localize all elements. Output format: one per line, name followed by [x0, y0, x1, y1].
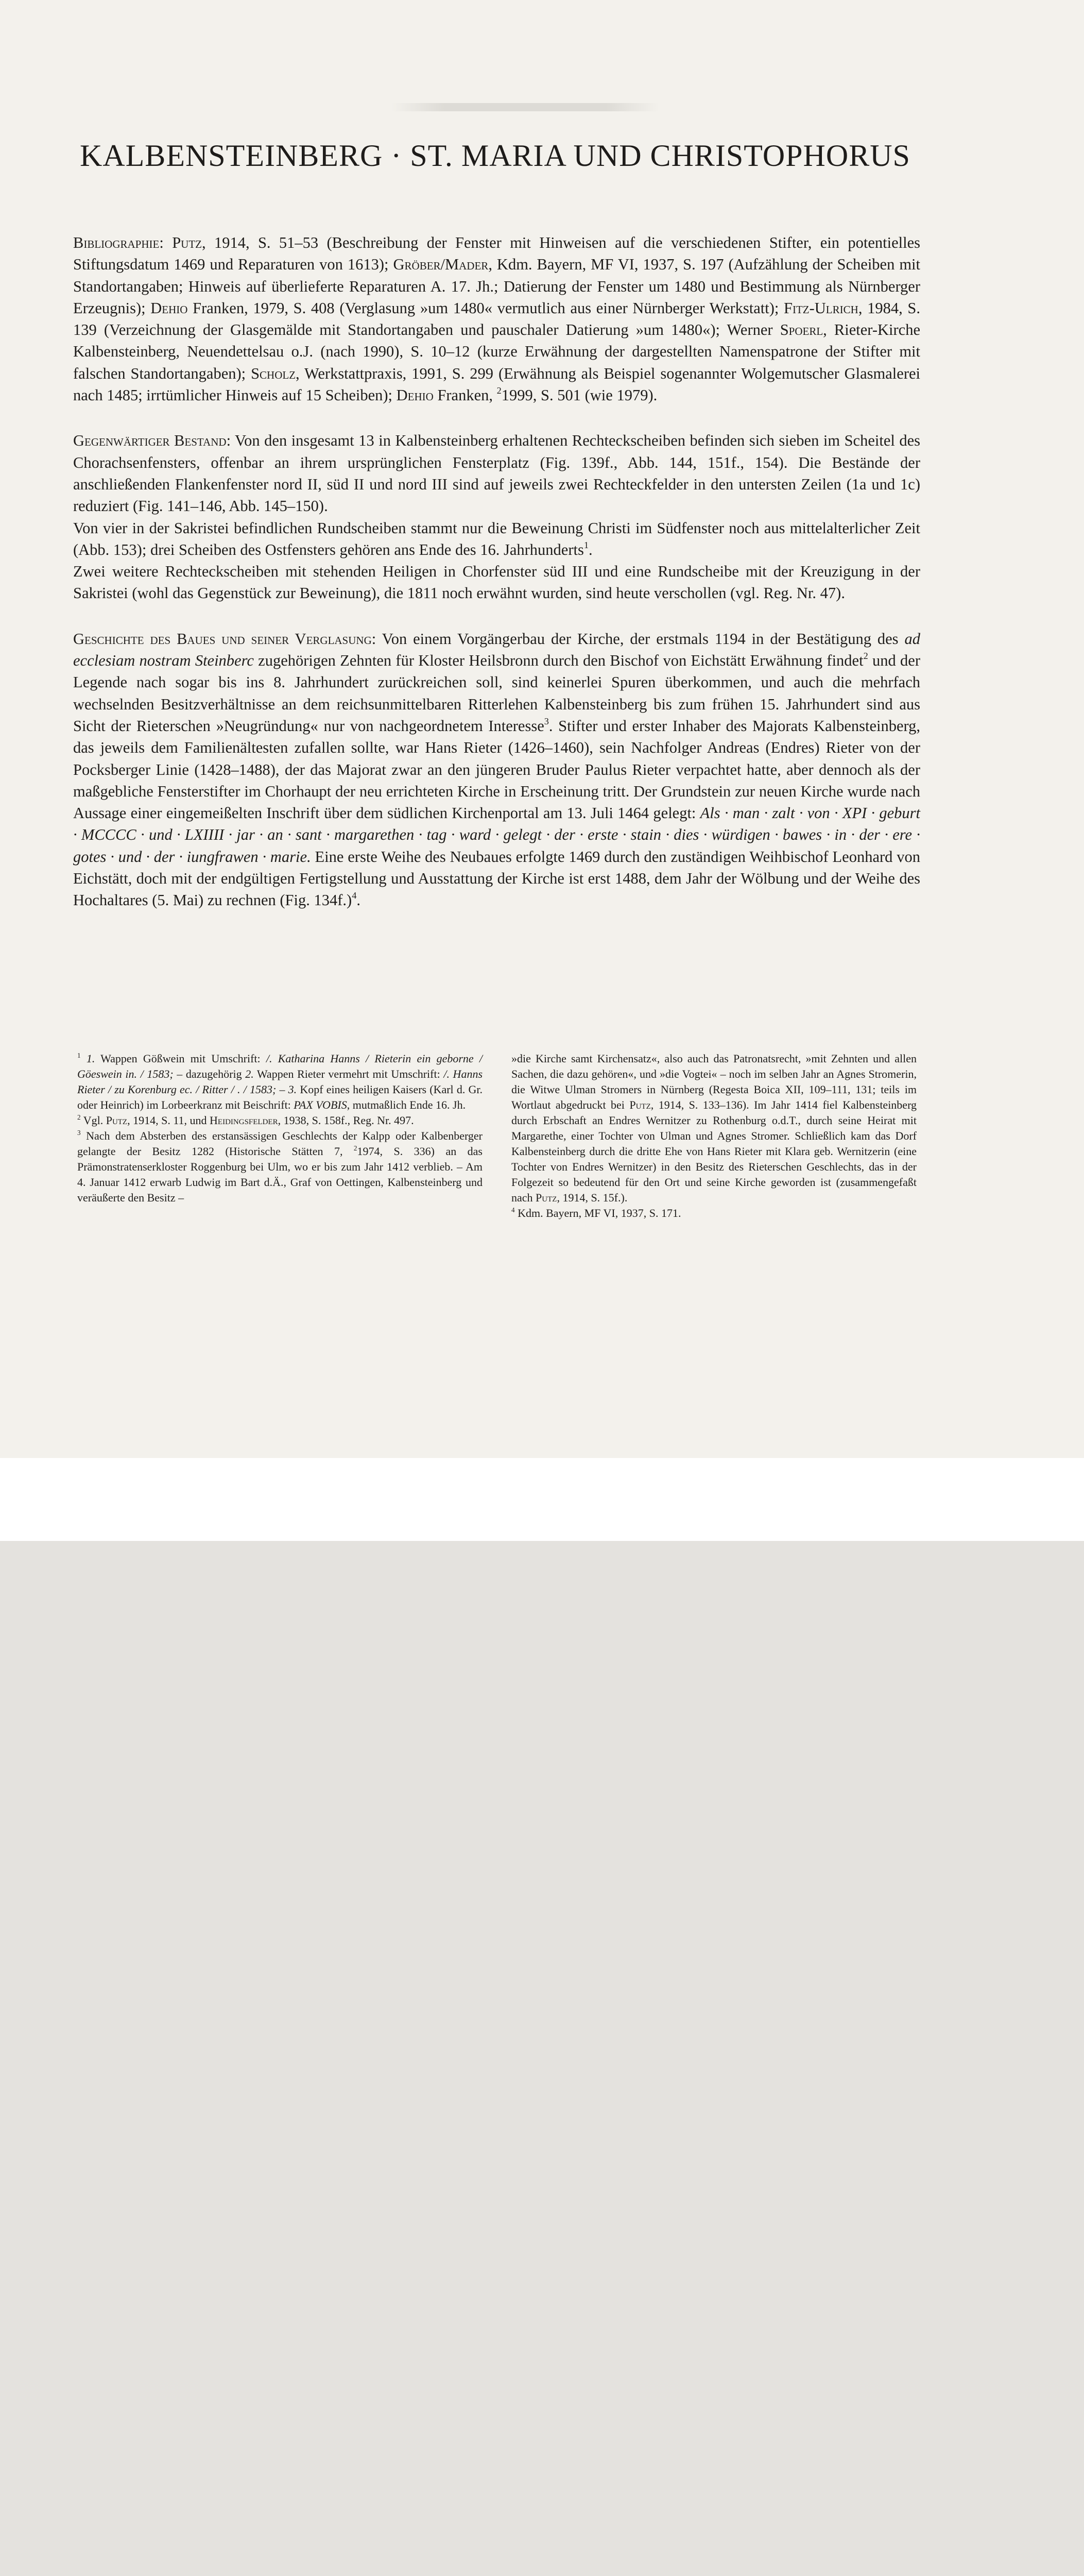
small-caps-text: Gegenwärtiger Bestand	[73, 432, 227, 450]
small-caps-text: Putz	[536, 1191, 557, 1204]
paragraph	[73, 561, 920, 604]
small-caps-text: Fitz-Ulrich	[784, 299, 858, 317]
text-run: Kdm. Bayern, MF VI, 1937, S. 171.	[514, 1207, 681, 1219]
footnote	[77, 1128, 483, 1206]
footnote-marker: 2	[353, 1144, 357, 1152]
text-run: Zwei weitere Rechteckscheiben mit stehenden Heiligen in Chorfenster süd III und eine Rundscheibe mit der Kreuzigung in der Sakristei (wohl das Gegenstück zur Beweinung), die 1811 noch erwähnt wurden, sind heute verschollen (vgl. Reg. Nr. 47).	[73, 563, 920, 602]
footnote-marker: 4	[511, 1206, 515, 1214]
text-run: , 1914, S. 15f.).	[557, 1191, 628, 1204]
footnote	[511, 1051, 917, 1206]
footnote	[77, 1051, 483, 1113]
paragraph	[73, 628, 920, 911]
text-run: Kopf eines heiligen Kaisers (Karl d. Gr. oder Heinrich) im Lorbeerkranz mit Beischrift:	[77, 1083, 483, 1111]
italic-text: 1.	[86, 1052, 95, 1065]
small-caps-text: Geschichte des Baues und seiner Verglasung	[73, 630, 372, 648]
small-caps-text: Gröber/Mader	[393, 256, 489, 274]
text-run: , 1914, S. 51–53 (Beschreibung der Fenster mit Hinweisen auf die verschiedenen Stifter, ein potentielles Stiftungsdatum 1469 und Reparaturen von 1613);	[73, 234, 920, 274]
body-text	[73, 232, 920, 911]
text-run: , 1984, S. 139 (Verzeichnung der Glasgemälde mit Standortangaben und pauschaler Datierung »um 1480«); Werner	[73, 299, 920, 339]
text-run: Eine erste Weihe des Neubaues erfolgte 1469 durch den zuständigen Weihbischof Leonhard von Eichstätt, doch mit der endgültigen Fertigstellung und Ausstattung der Kirche ist erst 1488, dem Jahr der Wölbung und der Weihe des Hochaltares (5. Mai) zu rechnen (Fig. 134f.)	[73, 848, 920, 909]
text-run: Von vier in der Sakristei befindlichen Rundscheiben stammt nur die Beweinung Christi im Südfenster noch aus mittelalterlicher Zeit (Abb. 153); drei Scheiben des Ostfensters gehören ans Ende des 16. Jahrhunderts	[73, 519, 920, 558]
text-run: Franken,	[433, 386, 497, 404]
text-run: , Rieter-Kirche Kalbensteinberg, Neuendettelsau o.J. (nach 1990), S. 10–12 (kurze Erwähnung der dargestellten Namenspatrone der Stifter mit falschen Standortangaben);	[73, 321, 920, 382]
footnote-marker: 3	[544, 716, 549, 727]
text-run: Wappen Gößwein mit Umschrift:	[95, 1052, 266, 1065]
text-run: , 1938, S. 158f., Reg. Nr. 497.	[278, 1114, 414, 1127]
italic-text: Als · man · zalt · von · XPI · geburt · MCCCC · und · LXIIII · jar · an · sant · margarethen · tag · ward · gelegt · der · erste · stain · dies · würdigen · bawes · in · der · ere · gotes · und · der · iungfrawen · marie.	[73, 804, 920, 866]
small-caps-text: Heidingsfelder	[210, 1114, 278, 1127]
text-run: , Werkstattpraxis, 1991, S. 299 (Erwähnung als Beispiel sogenannter Wolgemutscher Glasmalerei nach 1485; irrtümlicher Hinweis auf 15 Scheiben);	[73, 364, 920, 404]
text-run	[81, 1052, 87, 1065]
small-caps-text: Dehio	[150, 299, 188, 317]
small-caps-text: Putz	[629, 1098, 651, 1111]
paragraph	[73, 517, 920, 561]
small-caps-text: Putz	[106, 1114, 128, 1127]
text-run: Franken, 1979, S. 408 (Verglasung »um 1480« vermutlich aus einer Nürnberger Werkstatt);	[187, 299, 784, 317]
text-run: . Stifter und erster Inhaber des Majorats Kalbensteinberg, das jeweils dem Familienältesten zufallen sollte, war Hans Rieter (1426–1460), sein Nachfolger Andreas (Endres) Rieter von der Pocksberger Linie (1428–1488), der das Majorat zwar an den jüngeren Bruder Paulus Rieter verpachtet hatte, aber dennoch als der maßgebliche Fensterstifter im Chorhaupt der neu errichteten Kirche in Erscheinung tritt. Der Grundstein zur neuen Kirche wurde nach Aussage einer eingemeißelten Inschrift über dem südlichen Kirchenportal am 13. Juli 1464 gelegt:	[73, 717, 920, 822]
footnotes	[77, 1051, 917, 1221]
text-run: Vgl.	[80, 1114, 106, 1127]
viewer-footer	[0, 1458, 1084, 1541]
italic-text: /. Hanns Rieter / zu Korenburg ec. / Ritter / . / 1583; – 3.	[77, 1067, 483, 1096]
italic-text: 2.	[245, 1067, 254, 1080]
footnote-marker: 3	[77, 1128, 81, 1137]
text-run: :	[159, 234, 173, 251]
text-run: : Von einem Vorgängerbau der Kirche, der erstmals 1194 in der Bestätigung des	[371, 630, 905, 648]
footnote-marker: 2	[77, 1113, 81, 1121]
footnote	[77, 1113, 483, 1128]
text-run: Nach dem Absterben des erstansässigen Geschlechts der Kalpp oder Kalbenberger gelangte der Besitz 1282 (Historische Stätten 7,	[77, 1129, 483, 1158]
small-caps-text: Spoerl	[780, 321, 823, 339]
small-caps-text: Bibliographie	[73, 234, 160, 251]
footnote	[511, 1206, 917, 1221]
footnote-marker: 2	[496, 385, 502, 396]
footnote-marker: 1	[583, 540, 589, 551]
footnote-marker: 1	[77, 1051, 81, 1059]
text-run: , Kdm. Bayern, MF VI, 1937, S. 197 (Aufzählung der Scheiben mit Standortangaben; Hinweis auf überlieferte Reparaturen A. 17. Jh.; Datierung der Fenster um 1480 und Bestimmung als Nürnberger Erzeugnis);	[73, 256, 920, 317]
paragraph	[73, 430, 920, 517]
italic-text: /. Katharina Hanns / Rieterin ein geborne / Göeswein in. / 1583;	[77, 1052, 483, 1080]
text-run: , mutmaßlich Ende 16. Jh.	[347, 1098, 466, 1111]
footnote-marker: 4	[352, 890, 357, 901]
text-run: Wappen Rieter vermehrt mit Umschrift:	[253, 1067, 444, 1080]
text-run: , 1914, S. 11, und	[127, 1114, 210, 1127]
footnote-marker: 2	[863, 651, 868, 662]
text-run: und der Legende nach sogar bis ins 8. Jahrhundert zurückreichen soll, sind keinerlei Spuren überkommen, und auch die mehrfach wechselnden Besitzverhältnisse an dem reichsunmittelbaren Ritterlehen Kalbensteinberg bis zum frühen 15. Jahrhundert sind aus Sicht der Rieterschen »Neugründung« nur von nachgeordnetem Interesse	[73, 652, 920, 735]
italic-text: PAX VOBIS	[294, 1098, 347, 1111]
text-run: .	[356, 891, 360, 909]
text-run: 1999, S. 501 (wie 1979).	[501, 386, 658, 404]
page-title: KALBENSTEINBERG · ST. MARIA UND CHRISTOPHORUS	[80, 139, 910, 173]
text-run: , 1914, S. 133–136). Im Jahr 1414 fiel Kalbensteinberg durch Erbschaft an Endres Wernitzer zu Rothenburg o.d.T., durch seine Heirat mit Margarethe, einer Tochter von Ulman und Agnes Stromer. Schließlich kam das Dorf Kalbensteinberg durch die dritte Ehe von Hans Rieter mit Klara geb. Wernitzerin (eine Tochter von Endres Wernitzer) in den Besitz des Rieterschen Geschlechts, das in der Folgezeit so bedeutend für den Ort und seine Kirche geworden ist (zusammengefaßt nach	[511, 1098, 917, 1204]
footnotes-left-column	[77, 1051, 483, 1221]
small-caps-text: Scholz	[251, 364, 296, 382]
footnotes-right-column	[511, 1051, 917, 1221]
paragraph	[73, 232, 920, 406]
italic-text: ad ecclesiam nostram Steinberc	[73, 630, 920, 670]
text-run: .	[589, 540, 593, 558]
small-caps-text: Putz	[172, 234, 202, 251]
small-caps-text: Dehio	[396, 386, 434, 404]
text-run: 1974, S. 336) an das Prämonstratenserkloster Roggenburg bei Ulm, wo er bis zum Jahr 1412 verblieb. – Am 4. Januar 1412 erwarb Ludwig im Bart d.Ä., Graf von Oettingen, Kalbensteinberg und veräußerte den Besitz –	[77, 1145, 483, 1204]
text-run: : Von den insgesamt 13 in Kalbensteinberg erhaltenen Rechteckscheiben befinden sich sieben im Scheitel des Chorachsenfensters, offenbar an ihrem ursprünglichen Fensterplatz (Fig. 139f., Abb. 144, 151f., 154). Die Bestände der anschließenden Flankenfenster nord II, süd II und nord III sind auf jeweils zwei Rechteckfelder in den untersten Zeilen (1a und 1c) reduziert (Fig. 141–146, Abb. 145–150).	[73, 432, 921, 515]
text-run: – dazugehörig	[173, 1067, 246, 1080]
running-header-bleedthrough	[391, 103, 659, 111]
text-run: »die Kirche samt Kirchensatz«, also auch das Patronatsrecht, »mit Zehnten und allen Sachen, die dazu gehören«, und »die Vogtei« – noch im selben Jahr an Agnes Stromerin, die Witwe Ulman Stromers in Nürnberg (Regesta Boica XII, 109–111, 131; teils im Wortlaut abgedruckt bei	[511, 1052, 917, 1111]
text-run: zugehörigen Zehnten für Kloster Heilsbronn durch den Bischof von Eichstätt Erwähnung findet	[253, 652, 864, 670]
